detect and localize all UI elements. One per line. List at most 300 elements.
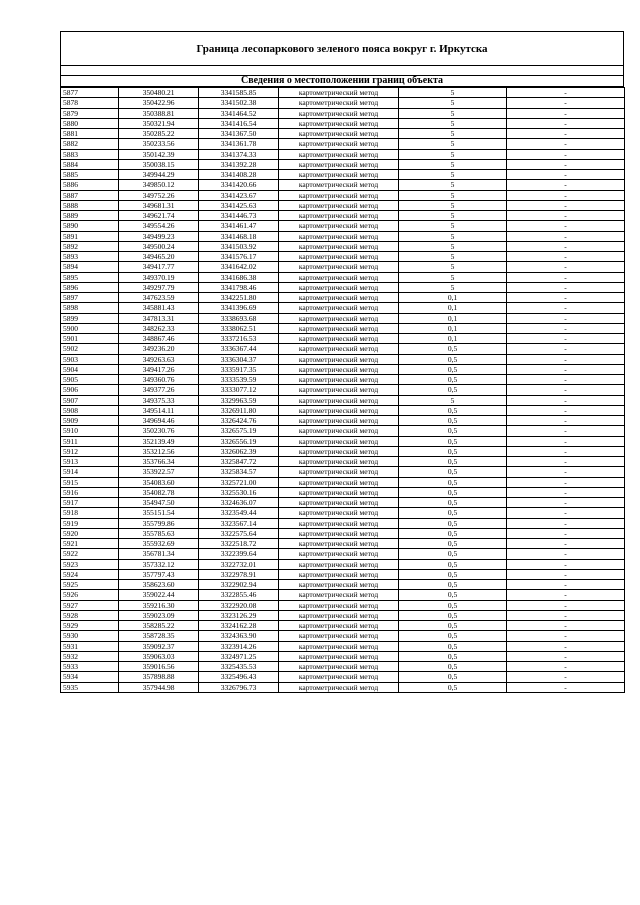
method-cell: картометрический метод bbox=[279, 293, 399, 303]
method-cell: картометрический метод bbox=[279, 129, 399, 139]
method-cell: картометрический метод bbox=[279, 334, 399, 344]
point-number-cell: 5916 bbox=[61, 487, 119, 497]
point-number-cell: 5931 bbox=[61, 641, 119, 651]
method-cell: картометрический метод bbox=[279, 631, 399, 641]
x-coordinate-cell: 355785.63 bbox=[119, 528, 199, 538]
x-coordinate-cell: 349499.23 bbox=[119, 231, 199, 241]
point-number-cell: 5920 bbox=[61, 528, 119, 538]
x-coordinate-cell: 350230.76 bbox=[119, 426, 199, 436]
table-row bbox=[61, 651, 625, 661]
point-number-cell: 5935 bbox=[61, 682, 119, 692]
point-number-cell: 5932 bbox=[61, 651, 119, 661]
method-cell: картометрический метод bbox=[279, 405, 399, 415]
description-cell: - bbox=[507, 262, 625, 272]
document-title-text: Граница лесопаркового зеленого пояса вокруг г. Иркутска bbox=[196, 42, 488, 55]
accuracy-cell: 0,5 bbox=[399, 405, 507, 415]
y-coordinate-cell: 3324971.25 bbox=[199, 651, 279, 661]
table-row bbox=[61, 262, 625, 272]
y-coordinate-cell: 3341420.66 bbox=[199, 180, 279, 190]
point-number-cell: 5929 bbox=[61, 621, 119, 631]
point-number-cell: 5890 bbox=[61, 221, 119, 231]
method-cell: картометрический метод bbox=[279, 580, 399, 590]
x-coordinate-cell: 349370.19 bbox=[119, 272, 199, 282]
y-coordinate-cell: 3322575.64 bbox=[199, 528, 279, 538]
y-coordinate-cell: 3324162.28 bbox=[199, 621, 279, 631]
accuracy-cell: 0,5 bbox=[399, 528, 507, 538]
table-row bbox=[61, 467, 625, 477]
method-cell: картометрический метод bbox=[279, 549, 399, 559]
description-cell: - bbox=[507, 282, 625, 292]
method-cell: картометрический метод bbox=[279, 139, 399, 149]
y-coordinate-cell: 3341374.33 bbox=[199, 149, 279, 159]
point-number-cell: 5887 bbox=[61, 190, 119, 200]
method-cell: картометрический метод bbox=[279, 88, 399, 98]
description-cell: - bbox=[507, 252, 625, 262]
table-row bbox=[61, 662, 625, 672]
method-cell: картометрический метод bbox=[279, 241, 399, 251]
x-coordinate-cell: 349944.29 bbox=[119, 170, 199, 180]
x-coordinate-cell: 349554.26 bbox=[119, 221, 199, 231]
x-coordinate-cell: 355151.54 bbox=[119, 508, 199, 518]
description-cell: - bbox=[507, 508, 625, 518]
point-number-cell: 5919 bbox=[61, 518, 119, 528]
y-coordinate-cell: 3322978.91 bbox=[199, 569, 279, 579]
point-number-cell: 5927 bbox=[61, 600, 119, 610]
accuracy-cell: 0,5 bbox=[399, 457, 507, 467]
x-coordinate-cell: 349465.20 bbox=[119, 252, 199, 262]
table-row bbox=[61, 364, 625, 374]
table-row bbox=[61, 231, 625, 241]
accuracy-cell: 0,5 bbox=[399, 467, 507, 477]
y-coordinate-cell: 3341642.02 bbox=[199, 262, 279, 272]
description-cell: - bbox=[507, 416, 625, 426]
point-number-cell: 5924 bbox=[61, 569, 119, 579]
method-cell: картометрический метод bbox=[279, 467, 399, 477]
description-cell: - bbox=[507, 590, 625, 600]
table-row bbox=[61, 200, 625, 210]
method-cell: картометрический метод bbox=[279, 621, 399, 631]
table-row bbox=[61, 180, 625, 190]
point-number-cell: 5902 bbox=[61, 344, 119, 354]
accuracy-cell: 5 bbox=[399, 231, 507, 241]
accuracy-cell: 0,1 bbox=[399, 334, 507, 344]
description-cell: - bbox=[507, 344, 625, 354]
method-cell: картометрический метод bbox=[279, 528, 399, 538]
table-row bbox=[61, 477, 625, 487]
x-coordinate-cell: 352139.49 bbox=[119, 436, 199, 446]
x-coordinate-cell: 349681.31 bbox=[119, 200, 199, 210]
y-coordinate-cell: 3338693.68 bbox=[199, 313, 279, 323]
point-number-cell: 5883 bbox=[61, 149, 119, 159]
point-number-cell: 5918 bbox=[61, 508, 119, 518]
point-number-cell: 5885 bbox=[61, 170, 119, 180]
table-row bbox=[61, 631, 625, 641]
description-cell: - bbox=[507, 149, 625, 159]
point-number-cell: 5912 bbox=[61, 446, 119, 456]
accuracy-cell: 5 bbox=[399, 88, 507, 98]
accuracy-cell: 5 bbox=[399, 395, 507, 405]
method-cell: картометрический метод bbox=[279, 385, 399, 395]
method-cell: картометрический метод bbox=[279, 252, 399, 262]
description-cell: - bbox=[507, 580, 625, 590]
x-coordinate-cell: 358285.22 bbox=[119, 621, 199, 631]
method-cell: картометрический метод bbox=[279, 159, 399, 169]
accuracy-cell: 0,5 bbox=[399, 682, 507, 692]
y-coordinate-cell: 3325847.72 bbox=[199, 457, 279, 467]
y-coordinate-cell: 3325721.00 bbox=[199, 477, 279, 487]
accuracy-cell: 0,5 bbox=[399, 385, 507, 395]
x-coordinate-cell: 349752.26 bbox=[119, 190, 199, 200]
description-cell: - bbox=[507, 528, 625, 538]
x-coordinate-cell: 349694.46 bbox=[119, 416, 199, 426]
accuracy-cell: 0,5 bbox=[399, 590, 507, 600]
x-coordinate-cell: 350285.22 bbox=[119, 129, 199, 139]
x-coordinate-cell: 349377.26 bbox=[119, 385, 199, 395]
point-number-cell: 5910 bbox=[61, 426, 119, 436]
table-row bbox=[61, 610, 625, 620]
description-cell: - bbox=[507, 211, 625, 221]
accuracy-cell: 5 bbox=[399, 282, 507, 292]
description-cell: - bbox=[507, 98, 625, 108]
x-coordinate-cell: 349850.12 bbox=[119, 180, 199, 190]
accuracy-cell: 5 bbox=[399, 221, 507, 231]
accuracy-cell: 5 bbox=[399, 159, 507, 169]
table-row bbox=[61, 211, 625, 221]
method-cell: картометрический метод bbox=[279, 149, 399, 159]
table-row bbox=[61, 446, 625, 456]
y-coordinate-cell: 3341502.38 bbox=[199, 98, 279, 108]
accuracy-cell: 5 bbox=[399, 241, 507, 251]
description-cell: - bbox=[507, 498, 625, 508]
point-number-cell: 5907 bbox=[61, 395, 119, 405]
description-cell: - bbox=[507, 221, 625, 231]
y-coordinate-cell: 3341686.38 bbox=[199, 272, 279, 282]
x-coordinate-cell: 349236.20 bbox=[119, 344, 199, 354]
y-coordinate-cell: 3323126.29 bbox=[199, 610, 279, 620]
point-number-cell: 5879 bbox=[61, 108, 119, 118]
method-cell: картометрический метод bbox=[279, 436, 399, 446]
method-cell: картометрический метод bbox=[279, 569, 399, 579]
y-coordinate-cell: 3326796.73 bbox=[199, 682, 279, 692]
accuracy-cell: 5 bbox=[399, 149, 507, 159]
method-cell: картометрический метод bbox=[279, 416, 399, 426]
accuracy-cell: 5 bbox=[399, 129, 507, 139]
accuracy-cell: 5 bbox=[399, 211, 507, 221]
accuracy-cell: 0,5 bbox=[399, 539, 507, 549]
accuracy-cell: 0,5 bbox=[399, 446, 507, 456]
point-number-cell: 5908 bbox=[61, 405, 119, 415]
accuracy-cell: 5 bbox=[399, 272, 507, 282]
accuracy-cell: 0,5 bbox=[399, 610, 507, 620]
description-cell: - bbox=[507, 139, 625, 149]
point-number-cell: 5899 bbox=[61, 313, 119, 323]
point-number-cell: 5898 bbox=[61, 303, 119, 313]
table-row bbox=[61, 293, 625, 303]
point-number-cell: 5896 bbox=[61, 282, 119, 292]
x-coordinate-cell: 359216.30 bbox=[119, 600, 199, 610]
point-number-cell: 5933 bbox=[61, 662, 119, 672]
description-cell: - bbox=[507, 180, 625, 190]
y-coordinate-cell: 3341408.28 bbox=[199, 170, 279, 180]
x-coordinate-cell: 359023.09 bbox=[119, 610, 199, 620]
table-row bbox=[61, 221, 625, 231]
table-row bbox=[61, 621, 625, 631]
x-coordinate-cell: 359022.44 bbox=[119, 590, 199, 600]
method-cell: картометрический метод bbox=[279, 190, 399, 200]
accuracy-cell: 0,5 bbox=[399, 580, 507, 590]
table-row bbox=[61, 129, 625, 139]
y-coordinate-cell: 3333539.59 bbox=[199, 375, 279, 385]
x-coordinate-cell: 348262.33 bbox=[119, 323, 199, 333]
description-cell: - bbox=[507, 272, 625, 282]
description-cell: - bbox=[507, 621, 625, 631]
table-row bbox=[61, 344, 625, 354]
point-number-cell: 5922 bbox=[61, 549, 119, 559]
point-number-cell: 5884 bbox=[61, 159, 119, 169]
accuracy-cell: 0,5 bbox=[399, 508, 507, 518]
accuracy-cell: 5 bbox=[399, 200, 507, 210]
description-cell: - bbox=[507, 487, 625, 497]
method-cell: картометрический метод bbox=[279, 590, 399, 600]
accuracy-cell: 5 bbox=[399, 108, 507, 118]
y-coordinate-cell: 3326556.19 bbox=[199, 436, 279, 446]
point-number-cell: 5878 bbox=[61, 98, 119, 108]
description-cell: - bbox=[507, 88, 625, 98]
point-number-cell: 5882 bbox=[61, 139, 119, 149]
table-row bbox=[61, 426, 625, 436]
y-coordinate-cell: 3323914.26 bbox=[199, 641, 279, 651]
description-cell: - bbox=[507, 539, 625, 549]
accuracy-cell: 0,5 bbox=[399, 662, 507, 672]
description-cell: - bbox=[507, 457, 625, 467]
table-row bbox=[61, 487, 625, 497]
x-coordinate-cell: 349375.33 bbox=[119, 395, 199, 405]
accuracy-cell: 0,5 bbox=[399, 426, 507, 436]
point-number-cell: 5926 bbox=[61, 590, 119, 600]
description-cell: - bbox=[507, 559, 625, 569]
point-number-cell: 5917 bbox=[61, 498, 119, 508]
method-cell: картометрический метод bbox=[279, 600, 399, 610]
y-coordinate-cell: 3341446.73 bbox=[199, 211, 279, 221]
method-cell: картометрический метод bbox=[279, 498, 399, 508]
accuracy-cell: 5 bbox=[399, 190, 507, 200]
description-cell: - bbox=[507, 375, 625, 385]
description-cell: - bbox=[507, 426, 625, 436]
accuracy-cell: 0,1 bbox=[399, 323, 507, 333]
point-number-cell: 5900 bbox=[61, 323, 119, 333]
method-cell: картометрический метод bbox=[279, 426, 399, 436]
y-coordinate-cell: 3322399.64 bbox=[199, 549, 279, 559]
accuracy-cell: 0,1 bbox=[399, 313, 507, 323]
description-cell: - bbox=[507, 241, 625, 251]
description-cell: - bbox=[507, 467, 625, 477]
accuracy-cell: 0,5 bbox=[399, 600, 507, 610]
point-number-cell: 5893 bbox=[61, 252, 119, 262]
table-row bbox=[61, 539, 625, 549]
table-row bbox=[61, 303, 625, 313]
table-row bbox=[61, 457, 625, 467]
table-row bbox=[61, 600, 625, 610]
x-coordinate-cell: 357797.43 bbox=[119, 569, 199, 579]
description-cell: - bbox=[507, 231, 625, 241]
table-row bbox=[61, 375, 625, 385]
x-coordinate-cell: 350142.39 bbox=[119, 149, 199, 159]
method-cell: картометрический метод bbox=[279, 170, 399, 180]
x-coordinate-cell: 355799.86 bbox=[119, 518, 199, 528]
table-row bbox=[61, 170, 625, 180]
table-row bbox=[61, 672, 625, 682]
description-cell: - bbox=[507, 159, 625, 169]
x-coordinate-cell: 348867.46 bbox=[119, 334, 199, 344]
x-coordinate-cell: 354947.50 bbox=[119, 498, 199, 508]
accuracy-cell: 0,5 bbox=[399, 344, 507, 354]
accuracy-cell: 5 bbox=[399, 98, 507, 108]
x-coordinate-cell: 345881.43 bbox=[119, 303, 199, 313]
x-coordinate-cell: 350422.96 bbox=[119, 98, 199, 108]
y-coordinate-cell: 3341461.47 bbox=[199, 221, 279, 231]
method-cell: картометрический метод bbox=[279, 487, 399, 497]
table-subtitle: Сведения о местоположении границ объекта bbox=[60, 76, 624, 87]
y-coordinate-cell: 3322732.01 bbox=[199, 559, 279, 569]
table-row bbox=[61, 508, 625, 518]
description-cell: - bbox=[507, 549, 625, 559]
description-cell: - bbox=[507, 569, 625, 579]
x-coordinate-cell: 347623.59 bbox=[119, 293, 199, 303]
description-cell: - bbox=[507, 446, 625, 456]
x-coordinate-cell: 350038.15 bbox=[119, 159, 199, 169]
table-row bbox=[61, 118, 625, 128]
method-cell: картометрический метод bbox=[279, 282, 399, 292]
method-cell: картометрический метод bbox=[279, 262, 399, 272]
x-coordinate-cell: 356781.34 bbox=[119, 549, 199, 559]
table-row bbox=[61, 580, 625, 590]
method-cell: картометрический метод bbox=[279, 375, 399, 385]
point-number-cell: 5903 bbox=[61, 354, 119, 364]
point-number-cell: 5925 bbox=[61, 580, 119, 590]
y-coordinate-cell: 3323549.44 bbox=[199, 508, 279, 518]
y-coordinate-cell: 3342251.80 bbox=[199, 293, 279, 303]
y-coordinate-cell: 3326911.80 bbox=[199, 405, 279, 415]
table-row bbox=[61, 559, 625, 569]
table-row bbox=[61, 190, 625, 200]
y-coordinate-cell: 3341468.18 bbox=[199, 231, 279, 241]
table-row bbox=[61, 405, 625, 415]
y-coordinate-cell: 3341585.85 bbox=[199, 88, 279, 98]
method-cell: картометрический метод bbox=[279, 313, 399, 323]
method-cell: картометрический метод bbox=[279, 344, 399, 354]
y-coordinate-cell: 3326575.19 bbox=[199, 426, 279, 436]
accuracy-cell: 0,5 bbox=[399, 549, 507, 559]
x-coordinate-cell: 349263.63 bbox=[119, 354, 199, 364]
point-number-cell: 5877 bbox=[61, 88, 119, 98]
description-cell: - bbox=[507, 323, 625, 333]
table-row bbox=[61, 395, 625, 405]
y-coordinate-cell: 3341576.17 bbox=[199, 252, 279, 262]
table-row bbox=[61, 528, 625, 538]
y-coordinate-cell: 3325530.16 bbox=[199, 487, 279, 497]
description-cell: - bbox=[507, 600, 625, 610]
accuracy-cell: 0,5 bbox=[399, 518, 507, 528]
x-coordinate-cell: 350480.21 bbox=[119, 88, 199, 98]
point-number-cell: 5895 bbox=[61, 272, 119, 282]
table-row bbox=[61, 518, 625, 528]
table-row bbox=[61, 313, 625, 323]
y-coordinate-cell: 3336304.37 bbox=[199, 354, 279, 364]
accuracy-cell: 0,5 bbox=[399, 477, 507, 487]
description-cell: - bbox=[507, 313, 625, 323]
point-number-cell: 5914 bbox=[61, 467, 119, 477]
method-cell: картометрический метод bbox=[279, 672, 399, 682]
y-coordinate-cell: 3324363.90 bbox=[199, 631, 279, 641]
accuracy-cell: 0,5 bbox=[399, 559, 507, 569]
description-cell: - bbox=[507, 436, 625, 446]
description-cell: - bbox=[507, 672, 625, 682]
y-coordinate-cell: 3336367.44 bbox=[199, 344, 279, 354]
table-row bbox=[61, 241, 625, 251]
accuracy-cell: 5 bbox=[399, 262, 507, 272]
y-coordinate-cell: 3341464.52 bbox=[199, 108, 279, 118]
x-coordinate-cell: 359016.56 bbox=[119, 662, 199, 672]
description-cell: - bbox=[507, 651, 625, 661]
accuracy-cell: 0,5 bbox=[399, 651, 507, 661]
accuracy-cell: 0,1 bbox=[399, 293, 507, 303]
point-number-cell: 5934 bbox=[61, 672, 119, 682]
method-cell: картометрический метод bbox=[279, 539, 399, 549]
point-number-cell: 5923 bbox=[61, 559, 119, 569]
table-row bbox=[61, 139, 625, 149]
accuracy-cell: 0,5 bbox=[399, 498, 507, 508]
y-coordinate-cell: 3323567.14 bbox=[199, 518, 279, 528]
point-number-cell: 5889 bbox=[61, 211, 119, 221]
method-cell: картометрический метод bbox=[279, 651, 399, 661]
table-row bbox=[61, 252, 625, 262]
accuracy-cell: 0,5 bbox=[399, 416, 507, 426]
point-number-cell: 5905 bbox=[61, 375, 119, 385]
accuracy-cell: 5 bbox=[399, 252, 507, 262]
description-cell: - bbox=[507, 405, 625, 415]
x-coordinate-cell: 349500.24 bbox=[119, 241, 199, 251]
point-number-cell: 5881 bbox=[61, 129, 119, 139]
y-coordinate-cell: 3341416.54 bbox=[199, 118, 279, 128]
document-sheet bbox=[60, 31, 624, 693]
table-row bbox=[61, 272, 625, 282]
coordinates-table bbox=[60, 87, 625, 693]
x-coordinate-cell: 359063.03 bbox=[119, 651, 199, 661]
x-coordinate-cell: 358728.35 bbox=[119, 631, 199, 641]
y-coordinate-cell: 3341798.46 bbox=[199, 282, 279, 292]
point-number-cell: 5880 bbox=[61, 118, 119, 128]
description-cell: - bbox=[507, 385, 625, 395]
x-coordinate-cell: 354083.60 bbox=[119, 477, 199, 487]
y-coordinate-cell: 3325496.43 bbox=[199, 672, 279, 682]
point-number-cell: 5904 bbox=[61, 364, 119, 374]
x-coordinate-cell: 349621.74 bbox=[119, 211, 199, 221]
point-number-cell: 5915 bbox=[61, 477, 119, 487]
description-cell: - bbox=[507, 662, 625, 672]
y-coordinate-cell: 3326424.76 bbox=[199, 416, 279, 426]
point-number-cell: 5930 bbox=[61, 631, 119, 641]
accuracy-cell: 0,5 bbox=[399, 487, 507, 497]
table-row bbox=[61, 354, 625, 364]
method-cell: картометрический метод bbox=[279, 559, 399, 569]
x-coordinate-cell: 350388.81 bbox=[119, 108, 199, 118]
method-cell: картометрический метод bbox=[279, 477, 399, 487]
point-number-cell: 5894 bbox=[61, 262, 119, 272]
x-coordinate-cell: 347813.31 bbox=[119, 313, 199, 323]
table-row bbox=[61, 88, 625, 98]
table-row bbox=[61, 108, 625, 118]
method-cell: картометрический метод bbox=[279, 508, 399, 518]
